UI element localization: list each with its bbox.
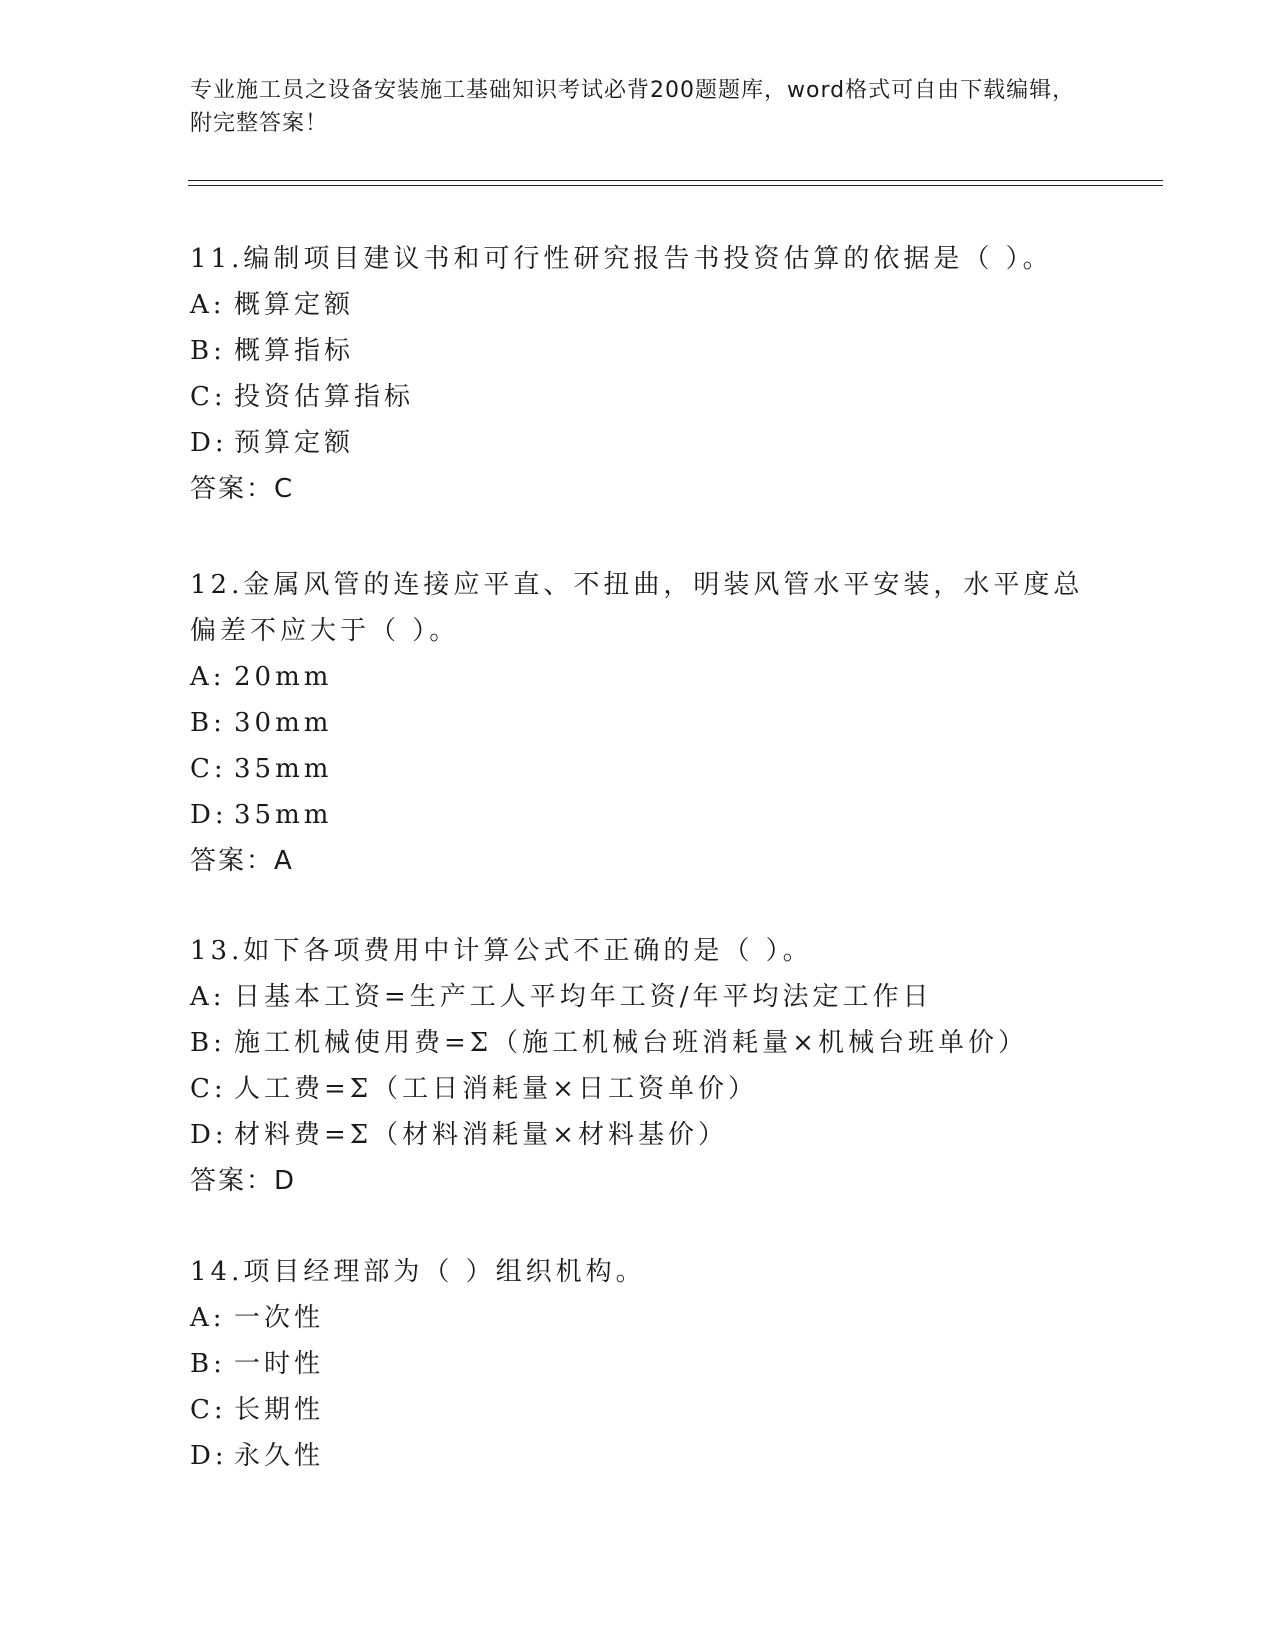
option-text: 材料费=Σ（材料消耗量×材料基价） bbox=[234, 1120, 728, 1150]
option-letter: C: bbox=[190, 1395, 227, 1425]
option-d bbox=[190, 1433, 1090, 1479]
option-letter: A: bbox=[190, 290, 226, 320]
question-14 bbox=[190, 1249, 1090, 1479]
option-text: 长期性 bbox=[234, 1395, 325, 1425]
option-text: 一时性 bbox=[234, 1349, 325, 1379]
option-letter: B: bbox=[190, 708, 226, 738]
option-letter: A: bbox=[190, 982, 226, 1012]
option-letter: B: bbox=[190, 336, 226, 366]
question-13 bbox=[190, 928, 1090, 1204]
option-d bbox=[190, 420, 1090, 466]
header-divider-bottom bbox=[188, 185, 1163, 186]
option-text: 永久性 bbox=[234, 1441, 325, 1471]
option-text: 投资估算指标 bbox=[234, 382, 415, 412]
option-a bbox=[190, 1295, 1090, 1341]
option-c bbox=[190, 1387, 1090, 1433]
option-text: 预算定额 bbox=[234, 428, 355, 458]
question-stem: 14.项目经理部为（ ）组织机构。 bbox=[190, 1257, 646, 1287]
option-letter: B: bbox=[190, 1028, 226, 1058]
option-c bbox=[190, 374, 1090, 420]
option-b bbox=[190, 328, 1090, 374]
option-text: 日基本工资=生产工人平均年工资/年平均法定工作日 bbox=[234, 982, 933, 1012]
option-letter: B: bbox=[190, 1349, 226, 1379]
option-letter: A: bbox=[190, 662, 226, 692]
question-stem: 13.如下各项费用中计算公式不正确的是（ ）。 bbox=[190, 936, 813, 966]
option-letter: C: bbox=[190, 754, 227, 784]
option-c bbox=[190, 1066, 1090, 1112]
option-d bbox=[190, 1112, 1090, 1158]
option-letter: D: bbox=[190, 1441, 228, 1471]
option-letter: D: bbox=[190, 1120, 228, 1150]
option-text: 30mm bbox=[234, 708, 333, 738]
option-text: 20mm bbox=[234, 662, 333, 692]
option-b bbox=[190, 700, 1090, 746]
option-letter: C: bbox=[190, 382, 227, 412]
option-letter: D: bbox=[190, 800, 228, 830]
option-b bbox=[190, 1020, 1090, 1066]
option-a bbox=[190, 974, 1090, 1020]
option-b bbox=[190, 1341, 1090, 1387]
answer-line: 答案：D bbox=[190, 1166, 297, 1196]
header-divider-top bbox=[188, 180, 1163, 181]
answer-line: 答案：A bbox=[190, 846, 294, 876]
answer-line: 答案：C bbox=[190, 474, 295, 504]
option-c bbox=[190, 746, 1090, 792]
option-a bbox=[190, 282, 1090, 328]
option-text: 概算指标 bbox=[234, 336, 355, 366]
option-text: 35mm bbox=[234, 800, 333, 830]
option-text: 35mm bbox=[234, 754, 333, 784]
question-12 bbox=[190, 562, 1090, 884]
question-stem: 12.金属风管的连接应平直、不扭曲，明装风管水平安装，水平度总偏差不应大于（ ）。 bbox=[190, 570, 1084, 646]
option-letter: D: bbox=[190, 428, 228, 458]
option-d bbox=[190, 792, 1090, 838]
option-a bbox=[190, 654, 1090, 700]
option-letter: C: bbox=[190, 1074, 227, 1104]
option-text: 概算定额 bbox=[234, 290, 355, 320]
question-stem: 11.编制项目建议书和可行性研究报告书投资估算的依据是（ ）。 bbox=[190, 244, 1053, 274]
document-title: 专业施工员之设备安装施工基础知识考试必背200题题库，word格式可自由下载编辑，附完整答案！ bbox=[190, 78, 1076, 136]
option-text: 一次性 bbox=[234, 1303, 325, 1333]
option-text: 施工机械使用费=Σ（施工机械台班消耗量×机械台班单价） bbox=[234, 1028, 1028, 1058]
option-letter: A: bbox=[190, 1303, 226, 1333]
option-text: 人工费=Σ（工日消耗量×日工资单价） bbox=[234, 1074, 758, 1104]
question-11 bbox=[190, 236, 1090, 512]
